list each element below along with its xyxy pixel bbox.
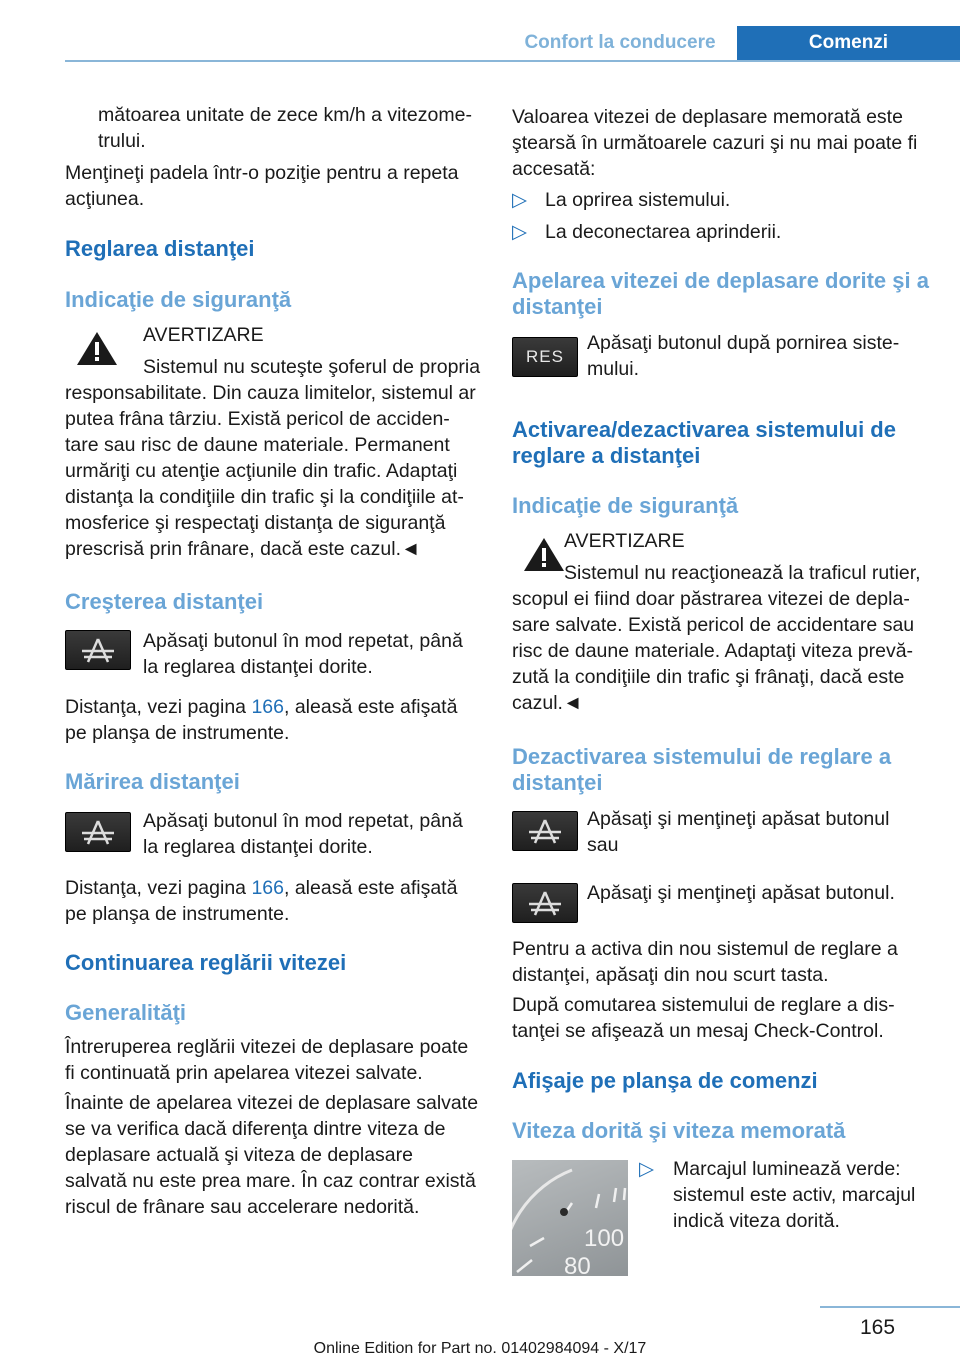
- triangle-bullet-icon: ▷: [512, 221, 527, 243]
- marker-text: Marcajul luminează verde: sistemul este activ, marcajul indică viteza dorită.: [673, 1158, 916, 1232]
- recall-text: Apăsaţi butonul după pornirea siste-mului.: [587, 332, 900, 380]
- distance-reference-1: [65, 694, 475, 746]
- heading-safety-note: Indicaţie de siguranţă: [65, 287, 292, 312]
- stored-speed-paragraph: Valoarea vitezei de deplasare memorată este ştearsă în următoarele cazuri şi nu mai poate fi accesată:: [512, 106, 918, 180]
- heading-deactivate: Dezactivarea sistemului de reglare a distanţei: [512, 744, 892, 795]
- heading-safety-note-2: Indicaţie de siguranţă: [512, 493, 739, 518]
- check-control-paragraph: După comutarea sistemului de reglare a dis-tanţei se afişează un mesaj Check-Control.: [512, 994, 895, 1042]
- heading-distance: Reglarea distanţei: [65, 236, 255, 261]
- warning-first-line-2: Sistemul nu reacţionează la traficul rutier,: [564, 562, 921, 584]
- header-divider: [65, 60, 960, 62]
- deactivate-text-1: Apăsaţi şi menţineţi apăsat butonul sau: [587, 808, 890, 856]
- distance-button-icon: [65, 812, 131, 852]
- warning-title-2: AVERTIZARE: [564, 530, 685, 552]
- warning-title: AVERTIZARE: [143, 324, 264, 346]
- warning-body: responsabilitate. Din cauza limitelor, sistemul ar putea frâna târziu. Există pericol de acciden-tare sau risc de daune materiale. Permanent urmăriţi cu atenţie acţiunile din trafic. Adaptaţi distanţa la condiţiile din trafic şi la condiţiile at-mosferice şi respectaţi distanţa de siguranţă prescrisă prin frânare, dacă este cazul.◄: [65, 382, 476, 560]
- deactivate-text-2: Apăsaţi şi menţineţi apăsat butonul.: [587, 882, 895, 904]
- distance-button-icon: [512, 883, 578, 923]
- heading-continue-speed: Continuarea reglării vitezei: [65, 950, 347, 975]
- page-link-166[interactable]: 166: [251, 696, 284, 718]
- distance-button-icon: [65, 630, 131, 670]
- general-paragraph-2: Înainte de apelarea vitezei de deplasare salvate se va verifica dacă diferenţa dintre viteza de deplasare actuală şi viteza de deplasare salvată nu este prea mare. În caz contrar există riscul de frânare sau accelerare nedorită.: [65, 1092, 479, 1218]
- heading-enlarge-distance: Mărirea distanţei: [65, 769, 240, 794]
- edition-footer: Online Edition for Part no. 01402984094 - X/17: [313, 1340, 647, 1357]
- triangle-bullet-icon: ▷: [639, 1158, 654, 1180]
- warning-first-line: Sistemul nu scuteşte şoferul de propria: [143, 356, 481, 378]
- section-tab[interactable]: Confort la conducere: [524, 32, 716, 53]
- triangle-bullet-icon: ▷: [512, 189, 527, 211]
- distance-button-icon: [512, 811, 578, 851]
- continuation-paragraph: mătoarea unitate de zece km/h a vitezome- trului.: [98, 104, 472, 152]
- list-item-text: La oprirea sistemului.: [545, 189, 731, 211]
- chapter-tab[interactable]: Comenzi: [737, 26, 960, 60]
- distance-ref-text: Distanţa, vezi pagina: [65, 877, 252, 899]
- speedometer-image: [512, 1160, 628, 1276]
- increase-distance-text: Apăsaţi butonul în mod repetat, până la reglarea distanţei dorite.: [143, 630, 463, 678]
- list-item: [512, 219, 932, 245]
- warning-body-2: scopul ei fiind doar păstrarea vitezei de depla-sare salvate. Există pericol de accidentare sau risc de daune materiale. Adaptaţi viteza prevă-zută la condiţiile din trafic şi frânaţi, dacă este cazul.◄: [512, 588, 915, 714]
- distance-ref-text-end: , aleasă este afişată pe planşa de instrumente.: [65, 696, 458, 744]
- hold-paddle-paragraph: Menţineţi padela într-o poziţie pentru a repeta acţiunea.: [65, 162, 459, 210]
- marker-list-item: [639, 1156, 929, 1234]
- res-button-icon: [512, 337, 578, 377]
- heading-displays: Afişaje pe planşa de comenzi: [512, 1068, 818, 1093]
- list-item-text: La deconectarea aprinderii.: [545, 221, 782, 243]
- heading-activation: Activarea/dezactivarea sistemului de reglare a distanţei: [512, 417, 896, 468]
- gauge-label-80: 80: [564, 1253, 591, 1276]
- heading-recall-speed: Apelarea vitezei de deplasare dorite şi a distanţei: [512, 268, 929, 319]
- enlarge-distance-text: Apăsaţi butonul în mod repetat, până la reglarea distanţei dorite.: [143, 810, 463, 858]
- heading-desired-speed: Viteza dorită şi viteza memorată: [512, 1118, 846, 1143]
- distance-ref-text-end: , aleasă este afişată pe planşa de instrumente.: [65, 877, 458, 925]
- gauge-label-100: 100: [584, 1225, 625, 1252]
- footer-divider: [820, 1306, 960, 1308]
- heading-general: Generalităţi: [65, 1000, 187, 1025]
- distance-ref-text: Distanţa, vezi pagina: [65, 696, 252, 718]
- warning-icon: [65, 328, 129, 368]
- res-label: RES: [526, 347, 564, 366]
- general-paragraph-1: Întreruperea reglării vitezei de deplasare poate fi continuată prin apelarea vitezei salvate.: [65, 1036, 469, 1084]
- page-number: 165: [860, 1316, 896, 1339]
- list-item: [512, 187, 932, 213]
- reactivate-paragraph: Pentru a activa din nou sistemul de reglare a distanţei, apăsaţi din nou scurt tasta.: [512, 938, 898, 986]
- page-link-166[interactable]: 166: [251, 877, 284, 899]
- distance-reference-2: [65, 875, 475, 927]
- heading-increase-distance: Creşterea distanţei: [65, 589, 264, 614]
